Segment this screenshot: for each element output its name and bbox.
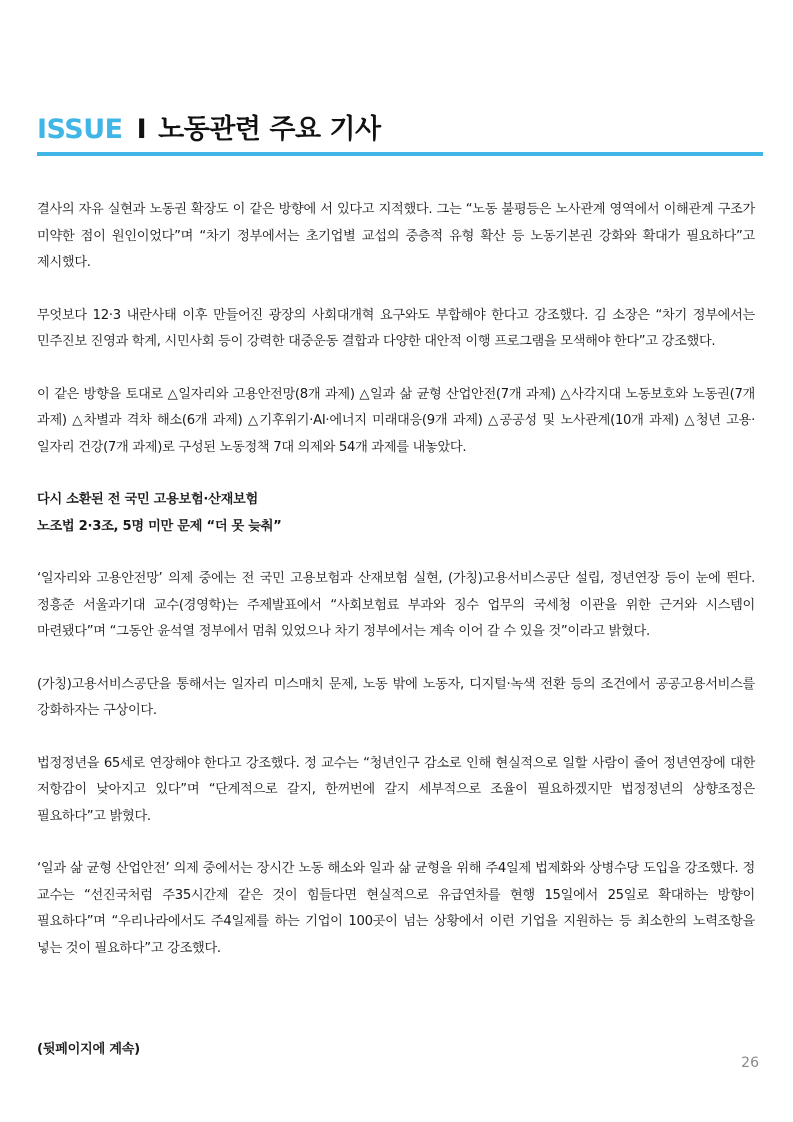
title-separator: I <box>136 114 147 145</box>
header-divider <box>37 152 763 156</box>
paragraph: ‘일과 삶 균형 산업안전’ 의제 중에서는 장시간 노동 해소와 일과 삶 균형을 위해 주4일제 법제화와 상병수당 도입을 강조했다. 정 교수는 “선진국처럼 주35시간제 같은 것이 힘들다면 현실적으로 유급연차를 현행 15일에서 25일로 확대하는 방향이 필요하다”며 “우리나라에서도 주4일제를 하는 기업이 100곳이 넘는 상황에서 이런 기업을 지원하는 등 최소한의 노력조항을 넣는 것이 필요하다”고 강조했다. <box>37 861 755 956</box>
subheading: 다시 소환된 전 국민 고용보험·산재보험 <box>37 492 258 507</box>
issue-label: ISSUE <box>37 114 123 145</box>
paragraph: ‘일자리와 고용안전망’ 의제 중에는 전 국민 고용보험과 산재보험 실현, (가칭)고용서비스공단 설립, 정년연장 등이 눈에 띈다. 정흥준 서울과기대 교수(경영학)는 주제발표에서 “사회보험료 부과와 징수 업무의 국세청 이관을 위한 근거와 시스템이 마련됐다”며 “그동안 윤석열 정부에서 멈춰 있었으나 차기 정부에서는 계속 이어 갈 수 있을 것”이라고 밝혔다. <box>37 571 755 639</box>
subheading: 노조법 2·3조, 5명 미만 문제 “더 못 늦춰” <box>37 518 282 534</box>
paragraph: 무엇보다 12·3 내란사태 이후 만들어진 광장의 사회대개혁 요구와도 부합해야 한다고 강조했다. 김 소장은 “차기 정부에서는 민주진보 진영과 학계, 시민사회 등이 강력한 대중운동 결합과 다양한 대안적 이행 프로그램을 모색해야 한다”고 강조했다. <box>37 307 755 349</box>
paragraph: 법정정년을 65세로 연장해야 한다고 강조했다. 정 교수는 “청년인구 감소로 인해 현실적으로 일할 사람이 줄어 정년연장에 대한 저항감이 낮아지고 있다”며 “단계적으로 갈지, 한꺼번에 갈지 세부적으로 조율이 필요하겠지만 법정정년의 상향조정은 필요하다”고 밝혔다. <box>37 755 755 824</box>
page-number: 26 <box>741 1055 759 1071</box>
paragraph: 결사의 자유 실현과 노동권 확장도 이 같은 방향에 서 있다고 지적했다. 그는 “노동 불평등은 노사관계 영역에서 이해관계 구조가 미약한 점이 원인이었다”며 “차기 정부에서는 초기업별 교섭의 중층적 유형 확산 등 노동기본권 강화와 확대가 필요하다”고 제시했다. <box>37 202 755 270</box>
continued-note: (뒷페이지에 계속) <box>37 1042 140 1057</box>
page-title: 노동관련 주요 기사 <box>158 114 381 145</box>
paragraph: (가칭)고용서비스공단을 통해서는 일자리 미스매치 문제, 노동 밖에 노동자, 디지털·녹색 전환 등의 조건에서 공공고용서비스를 강화하자는 구상이다. <box>37 676 755 718</box>
paragraph: 이 같은 방향을 토대로 △일자리와 고용안전망(8개 과제) △일과 삶 균형 산업안전(7개 과제) △사각지대 노동보호와 노동권(7개 과제) △차별과 격차 해소(6개 과제) △기후위기·AI·에너지 미래대응(9개 과제) △공공성 및 노사관계(10개 과제) △청년 고용·일자리 건강(7개 과제)로 구성된 노동정책 7대 의제와 54개 과제를 내놓았다. <box>37 386 755 455</box>
section-title <box>37 112 381 148</box>
page-header <box>37 112 763 156</box>
article-body <box>37 197 755 962</box>
